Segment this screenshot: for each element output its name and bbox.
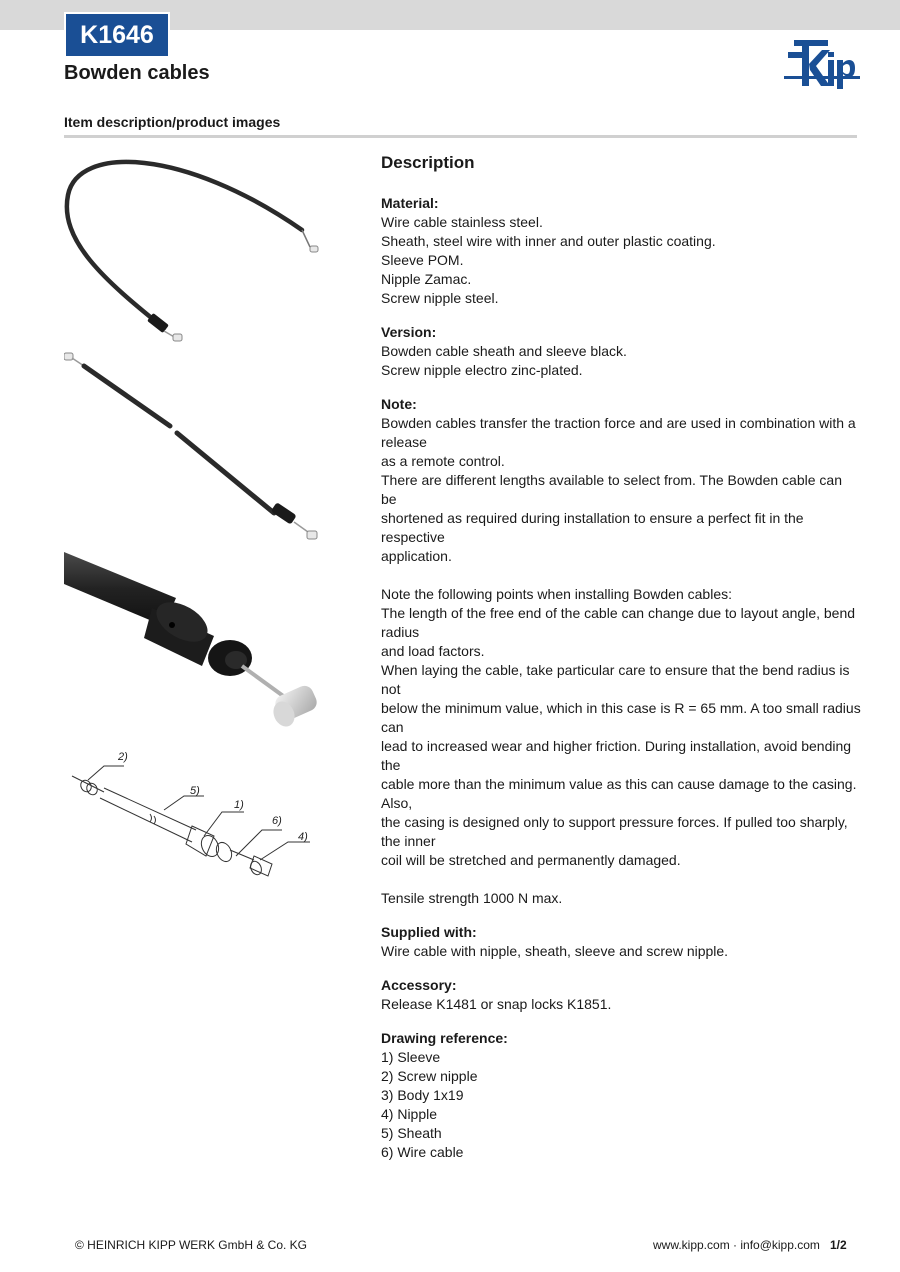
note-line: and load factors. [381, 643, 485, 659]
note-line: Bowden cables transfer the traction force and are used in combination with a release [381, 415, 856, 450]
drawing-label-2: 2) [118, 751, 128, 763]
supplied-label: Supplied with: [381, 924, 477, 940]
note-label: Note: [381, 396, 417, 412]
note-line: The length of the free end of the cable can change due to layout angle, bend radius [381, 605, 856, 640]
note-line: Note the following points when installing Bowden cables: [381, 586, 732, 602]
material-line: Sleeve POM. [381, 252, 464, 268]
note-line: coil will be stretched and permanently damaged. [381, 852, 681, 868]
section-heading: Item description/product images [64, 114, 281, 130]
material-block [381, 194, 861, 308]
drawing-label-5: 5) [190, 785, 200, 797]
description-column [381, 152, 861, 1177]
version-block [381, 323, 861, 380]
supplied-block [381, 923, 861, 961]
drawing-reference-line: 3) Body 1x19 [381, 1087, 464, 1103]
description-heading: Description [381, 153, 475, 172]
note-line: application. [381, 548, 452, 564]
product-photo-coiled-cable [64, 150, 322, 350]
drawing-label-4: 4) [298, 831, 308, 843]
drawing-label-1: 1) [234, 799, 244, 811]
note-line: as a remote control. [381, 453, 505, 469]
paragraph-gap [381, 566, 861, 585]
note-line: shortened as required during installation to ensure a perfect fit in the respective [381, 510, 804, 545]
drawing-reference-line: 2) Screw nipple [381, 1068, 478, 1084]
version-line: Screw nipple electro zinc-plated. [381, 362, 583, 378]
note-line: Tensile strength 1000 N max. [381, 890, 563, 906]
drawing-reference-line: 5) Sheath [381, 1125, 442, 1141]
accessory-label: Accessory: [381, 977, 457, 993]
drawing-reference-line: 1) Sleeve [381, 1049, 441, 1065]
accessory-line: Release K1481 or snap locks K1851. [381, 996, 612, 1012]
page-title: Bowden cables [64, 62, 210, 84]
page-number: 1/2 [830, 1238, 847, 1252]
note-line: lead to increased wear and higher friction. During installation, avoid bending the [381, 738, 852, 773]
material-line: Wire cable stainless steel. [381, 214, 543, 230]
note-block [381, 395, 861, 908]
material-line: Screw nipple steel. [381, 290, 499, 306]
section-divider [64, 135, 857, 138]
kipp-logo [784, 38, 860, 94]
version-label: Version: [381, 324, 437, 340]
material-label: Material: [381, 195, 439, 211]
note-line: There are different lengths available to select from. The Bowden cable can be [381, 472, 842, 507]
product-photo-cable-detail [64, 548, 322, 738]
version-line: Bowden cable sheath and sleeve black. [381, 343, 627, 359]
paragraph-gap [381, 870, 861, 889]
product-photo-straight-cable [64, 350, 322, 545]
material-line: Sheath, steel wire with inner and outer plastic coating. [381, 233, 716, 249]
accessory-block [381, 976, 861, 1014]
drawing-reference-line: 6) Wire cable [381, 1144, 464, 1160]
note-line: below the minimum value, which in this case is R = 65 mm. A too small radius can [381, 700, 861, 735]
drawing-reference-block [381, 1029, 861, 1162]
footer-contact[interactable]: www.kipp.com · info@kipp.com [653, 1238, 820, 1252]
drawing-reference-label: Drawing reference: [381, 1030, 508, 1046]
product-code-badge: K1646 [64, 12, 170, 58]
supplied-line: Wire cable with nipple, sheath, sleeve and screw nipple. [381, 943, 729, 959]
material-line: Nipple Zamac. [381, 271, 472, 287]
drawing-reference-line: 4) Nipple [381, 1106, 438, 1122]
drawing-label-6: 6) [272, 815, 282, 827]
note-line: When laying the cable, take particular care to ensure that the bend radius is not [381, 662, 850, 697]
footer-copyright: © HEINRICH KIPP WERK GmbH & Co. KG [75, 1238, 307, 1252]
note-line: cable more than the minimum value as this can cause damage to the casing. Also, [381, 776, 857, 811]
note-line: the casing is designed only to support pressure forces. If pulled too sharply, the inner [381, 814, 848, 849]
technical-drawing [64, 740, 322, 882]
